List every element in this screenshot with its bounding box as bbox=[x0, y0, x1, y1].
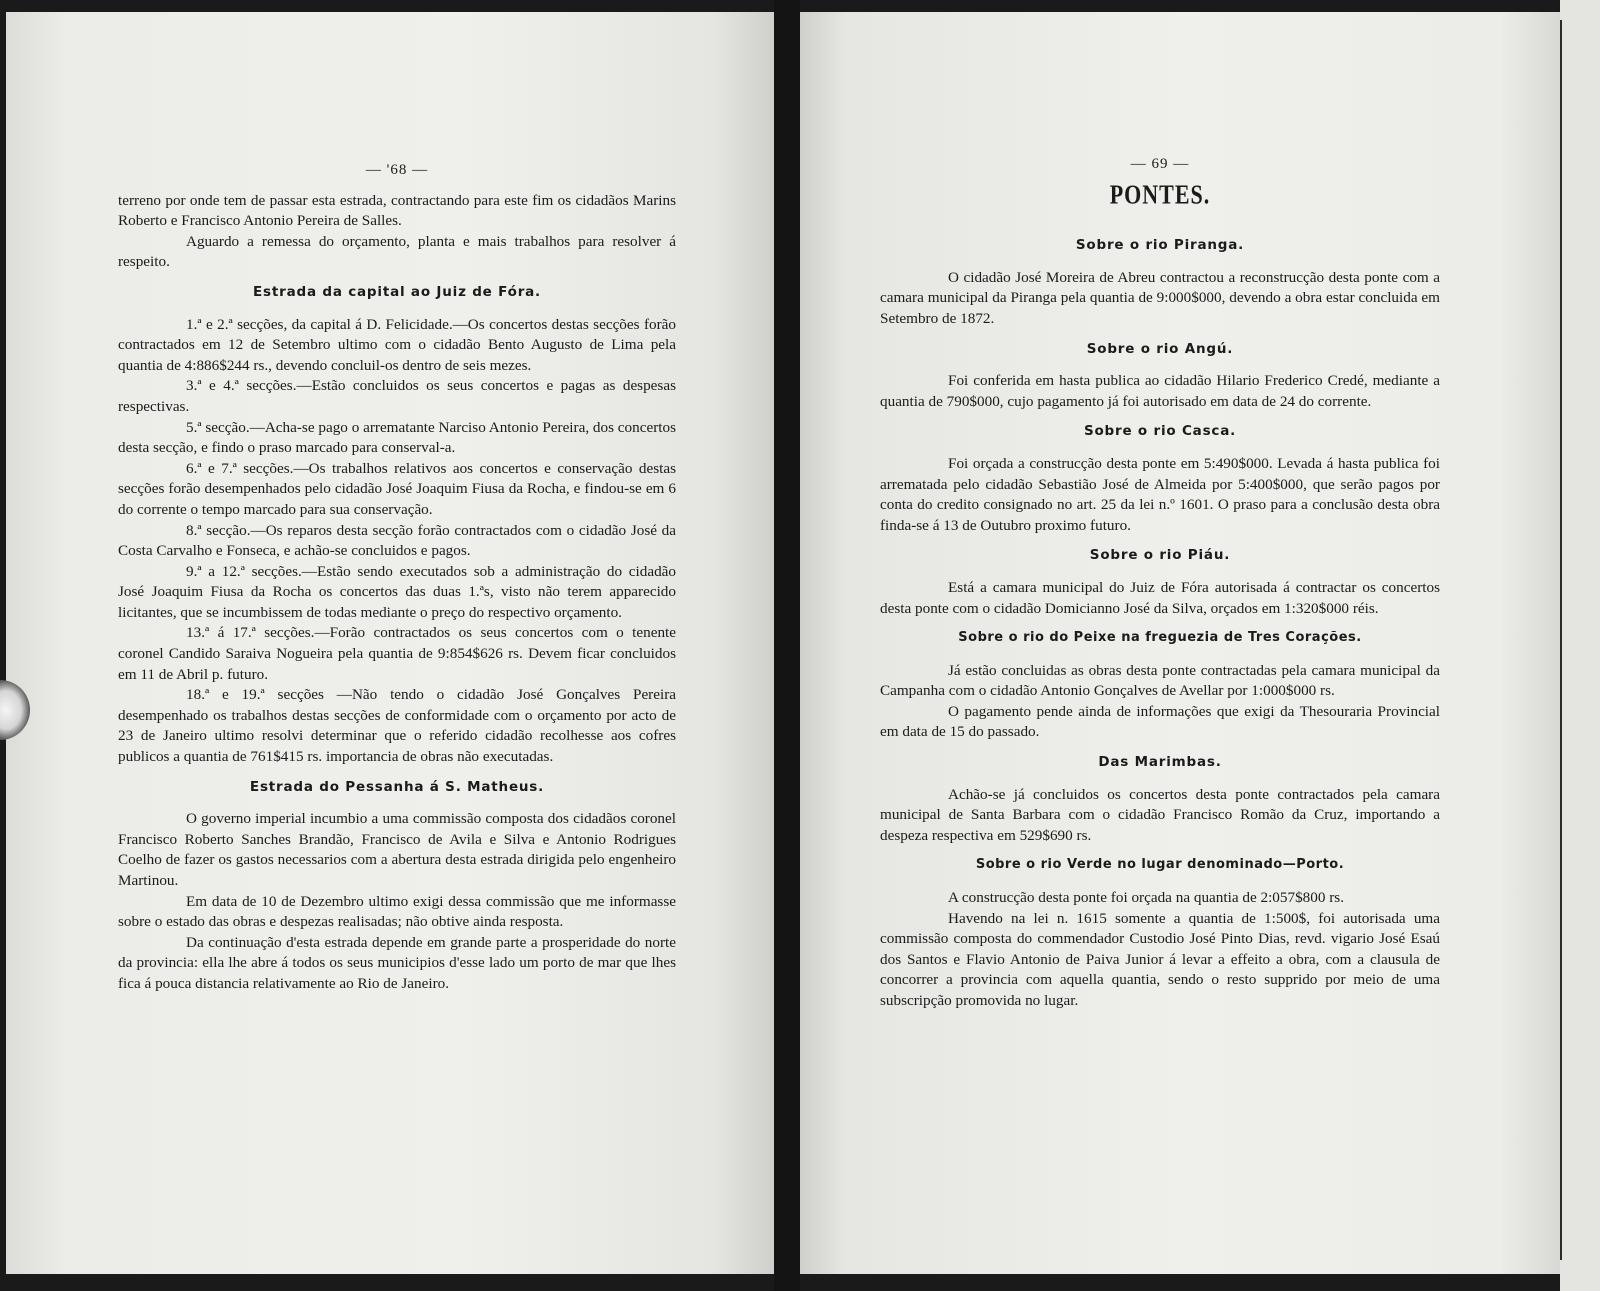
paragraph: 9.ª a 12.ª secções.—Estão sendo executados sob a administração do cidadão José Joaquim Fiusa da Rocha os concertos das duas 1.ªs, visto não terem apparecido licitantes, que se incumbissem de todas mediante o preço do respectivo orçamento. bbox=[118, 562, 676, 621]
paragraph: O cidadão José Moreira de Abreu contractou a reconstrucção desta ponte com a camara municipal da Piranga pela quantia de 9:000$000, devendo a obra estar concluida em Setembro de 1872. bbox=[880, 268, 1440, 327]
page-edge-line bbox=[1560, 20, 1562, 1260]
paragraph: Havendo na lei n. 1615 somente a quantia de 1:500$, foi autorisada uma commissão composta do commendador Custodio José Pinto Dias, revd. vigario José Esaú dos Santos e Flavio Antonio de Paiva Junior á levar a effeito a obra, com a clausula de concorrer a provincia com aquella quantia, sendo o resto supprido por meio de uma subscripção promovida no lugar. bbox=[880, 909, 1440, 1009]
left-page-content bbox=[118, 160, 676, 995]
paragraph: Foi orçada a construcção desta ponte em 5:490$000. Levada á hasta publica foi arrematada pelo cidadão Sebastião José de Almeida por 5:400$000, que serão pagos por conta do credito consignado no art. 25 da lei n.º 1601. O praso para a conclusão desta obra finda-se á 13 de Outubro proximo futuro. bbox=[880, 454, 1440, 534]
paragraph: Foi conferida em hasta publica ao cidadão Hilario Frederico Credé, mediante a quantia de 790$000, cujo pagamento já foi autorisado em data de 24 do corrente. bbox=[880, 372, 1440, 410]
section-heading: Estrada da capital ao Juiz de Fóra. bbox=[253, 283, 541, 300]
paragraph: A construcção desta ponte foi orçada na quantia de 2:057$800 rs. bbox=[948, 889, 1345, 907]
paragraph: Da continuação d'esta estrada depende em grande parte a prosperidade do norte da provincia: ella lhe abre á todos os seus municipios d'esse lado um porto de mar que lhes fica á pouca distancia relativamente ao Rio de Janeiro. bbox=[118, 933, 676, 992]
section-heading: Sobre o rio Angú. bbox=[1086, 340, 1234, 357]
page-title: PONTES. bbox=[1109, 178, 1211, 210]
section-heading: Sobre o rio do Peixe na freguezia de Tres Corações. bbox=[958, 630, 1362, 646]
section-heading: Estrada do Pessanha á S. Matheus. bbox=[249, 778, 545, 795]
section-heading: Sobre o rio Piáu. bbox=[1089, 547, 1231, 564]
paragraph: Achão-se já concluidos os concertos desta ponte contractados pela camara municipal de Santa Barbara com o cidadão Francisco Romão da Cruz, importando a despeza respectiva em 529$690 rs. bbox=[880, 785, 1440, 844]
paragraph: Está a camara municipal do Juiz de Fóra autorisada á contractar os concertos desta ponte com o cidadão Domicianno José da Silva, orçados em 1:320$000 réis. bbox=[880, 578, 1440, 617]
section-heading: Das Marimbas. bbox=[1098, 754, 1222, 771]
paragraph: Já estão concluidas as obras desta ponte contractadas pela camara municipal da Campanha com o cidadão Antonio Gonçalves de Avellar por 1:000$000 rs. bbox=[880, 661, 1440, 700]
paragraph: O governo imperial incumbio a uma commissão composta dos cidadãos coronel Francisco Roberto Sanches Brandão, Francisco de Avila e Silva e Antonio Rodrigues Coelho de fazer os gastos necessarios com a abertura desta estrada dirigida pelo engenheiro Martinou. bbox=[118, 810, 676, 889]
paragraph: 18.ª e 19.ª secções —Não tendo o cidadão José Gonçalves Pereira desempenhado os trabalhos destas secções de conformidade com o orçamento por acto de 23 de Janeiro ultimo resolvi determinar que o referido cidadão recolhesse aos cofres publicos a quantia de 761$415 rs. importancia de obras não executadas. bbox=[118, 686, 676, 766]
page-number-left: — '68 — bbox=[365, 162, 429, 178]
section-heading: Sobre o rio Casca. bbox=[1083, 423, 1237, 440]
paragraph: O pagamento pende ainda de informações que exigi da Thesouraria Provincial em data de 15 do passado. bbox=[880, 702, 1440, 741]
page-number-right: — 69 — bbox=[1130, 156, 1190, 172]
section-heading: Sobre o rio Verde no lugar denominado—Porto. bbox=[975, 857, 1345, 873]
right-page-content bbox=[880, 154, 1440, 1012]
paragraph: 13.ª á 17.ª secções.—Forão contractados os seus concertos com o tenente coronel Candido Saraiva Nogueira pela quantia de 9:854$626 rs. Devem ficar concluidos em 11 de Abril p. futuro. bbox=[118, 624, 676, 683]
paragraph: 8.ª secção.—Os reparos desta secção forão contractados com o cidadão José da Costa Carvalho e Fonseca, e achão-se concluidos e pagos. bbox=[118, 521, 676, 560]
book-gutter bbox=[774, 0, 800, 1291]
bridge-sections bbox=[880, 235, 1440, 1011]
paragraph: terreno por onde tem de passar esta estrada, contractando para este fim os cidadãos Marins Roberto e Francisco Antonio Pereira de Salles. bbox=[118, 191, 676, 230]
section-heading: Sobre o rio Piranga. bbox=[1075, 237, 1245, 254]
right-margin bbox=[1560, 0, 1600, 1291]
paragraph: Em data de 10 de Dezembro ultimo exigi dessa commissão que me informasse sobre o estado das obras e despezas realisadas; não obtive ainda resposta. bbox=[118, 892, 676, 931]
paragraph: 5.ª secção.—Acha-se pago o arrematante Narciso Antonio Pereira, dos concertos desta secção, e findo o praso marcado para conserval-a. bbox=[118, 418, 677, 457]
paragraph: 6.ª e 7.ª secções.—Os trabalhos relativos aos concertos e conservação destas secções forão desempenhados pelo cidadão José Joaquim Fiusa da Rocha, e findou-se em 6 do corrente o tempo marcado para sua conservação. bbox=[118, 459, 676, 518]
paragraph: 1.ª e 2.ª secções, da capital á D. Felicidade.—Os concertos destas secções forão contractados em 12 de Setembro ultimo com o cidadão Bento Augusto de Lima pela quantia de 4:886$244 rs., devendo concluil-os dentro de seis mezes. bbox=[118, 315, 676, 374]
paragraph: Aguardo a remessa do orçamento, planta e mais trabalhos para resolver á respeito. bbox=[118, 232, 676, 271]
paragraph: 3.ª e 4.ª secções.—Estão concluidos os seus concertos e pagas as despesas respectivas. bbox=[118, 377, 676, 415]
